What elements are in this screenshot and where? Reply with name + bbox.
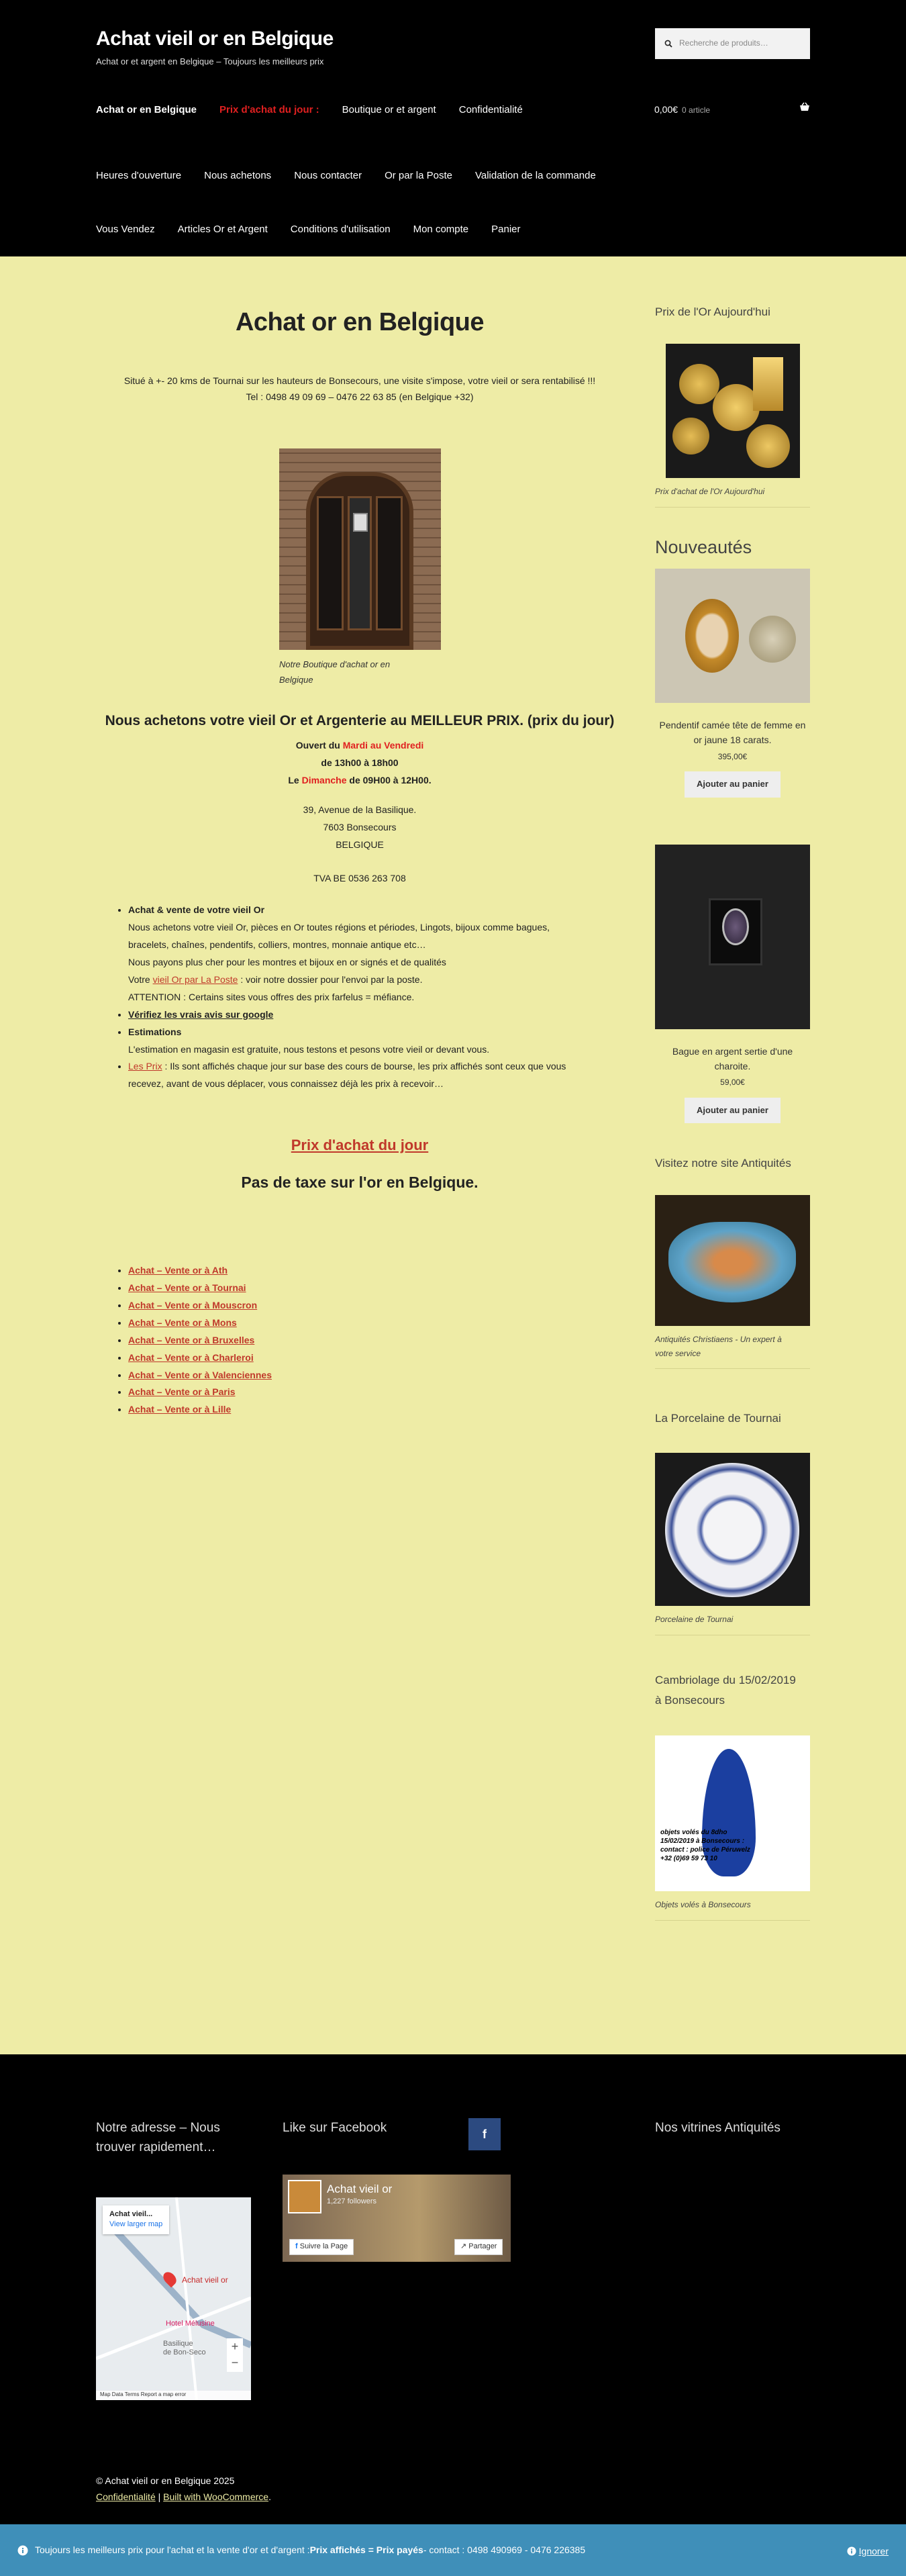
caption-line: Notre Boutique d'achat or en xyxy=(279,659,391,669)
list-item xyxy=(128,1006,623,1024)
city-link-bruxelles[interactable]: Achat – Vente or à Bruxelles xyxy=(128,1334,255,1345)
map-basilique-label xyxy=(163,2340,206,2357)
notice-bold: Prix affichés = Prix payés xyxy=(309,2544,423,2556)
title-line: à Bonsecours xyxy=(655,1693,725,1707)
product-name[interactable]: Pendentif camée tête de femme en or jaune 18 carats. xyxy=(659,719,806,746)
vieil-or-poste-link[interactable]: vieil Or par La Poste xyxy=(152,973,238,985)
bullet-text: Votre xyxy=(128,973,153,985)
list-item xyxy=(128,1280,623,1297)
map-pin-label: Achat vieil or xyxy=(182,2275,228,2285)
widget-title: La Porcelaine de Tournai xyxy=(655,1412,781,1425)
list-item xyxy=(128,1332,623,1349)
site-description: Achat or et argent en Belgique – Toujours les meilleurs prix xyxy=(96,56,324,66)
city-link-tournai[interactable]: Achat – Vente or à Tournai xyxy=(128,1282,246,1294)
shop-figure xyxy=(279,448,441,688)
city-list xyxy=(128,1262,623,1419)
notice-contact: - contact : 0498 490969 - 0476 226385 xyxy=(423,2544,586,2556)
city-link-paris[interactable]: Achat – Vente or à Paris xyxy=(128,1386,236,1398)
image-text: 15/02/2019 à Bonsecours : xyxy=(660,1838,745,1846)
cart-link[interactable] xyxy=(654,102,810,117)
bullet-text: Nous payons plus cher pour les montres et bijoux en or signés et de qualités xyxy=(128,957,446,968)
share-icon: ↗ xyxy=(460,2242,469,2250)
search-placeholder: Recherche de produits… xyxy=(679,38,768,48)
widget-caption: Objets volés à Bonsecours xyxy=(655,1900,751,1910)
store-notice xyxy=(0,2524,906,2576)
nav-heures[interactable]: Heures d'ouverture xyxy=(96,170,182,181)
nav-contact[interactable]: Nous contacter xyxy=(294,170,362,181)
info-icon xyxy=(17,2545,28,2556)
product-price: 59,00€ xyxy=(720,1078,745,1088)
search-input[interactable] xyxy=(655,28,810,59)
city-link-mouscron[interactable]: Achat – Vente or à Mouscron xyxy=(128,1299,258,1310)
widget-caption xyxy=(655,1333,810,1360)
map-footer: Map Data Terms Report a map error xyxy=(96,2391,251,2400)
bullet-title: Achat & vente de votre vieil Or xyxy=(128,904,265,916)
open-days: Mardi au Vendredi xyxy=(342,740,424,751)
follow-label: Suivre la Page xyxy=(299,2242,348,2250)
info-list xyxy=(128,902,623,1093)
nav-panier[interactable]: Panier xyxy=(491,224,521,235)
shop-caption xyxy=(279,657,441,688)
caption-line: Belgique xyxy=(279,675,313,685)
footer-title xyxy=(96,2118,220,2158)
title-line: Cambriolage du 15/02/2019 xyxy=(655,1673,796,1686)
address-line: BELGIQUE xyxy=(336,839,384,850)
address xyxy=(96,802,623,854)
tva: TVA BE 0536 263 708 xyxy=(313,872,406,884)
bullet-text: bracelets, chaînes, pendentifs, colliers, montres, monnaie antique etc… xyxy=(128,939,426,951)
search-icon xyxy=(664,40,672,48)
product-image-pendentif[interactable] xyxy=(655,569,810,703)
facebook-icon: f xyxy=(295,2242,300,2250)
bullet-text: L'estimation en magasin est gratuite, nous testons et pesons votre vieil or devant vous. xyxy=(128,1043,490,1055)
nav-prix-achat[interactable]: Prix d'achat du jour : xyxy=(219,104,319,115)
sidebar xyxy=(655,256,810,1921)
open-hours: de 13h00 à 18h00 xyxy=(321,757,399,769)
map-hotel-label: Hotel Mélusine xyxy=(166,2320,215,2328)
product-price: 395,00€ xyxy=(717,751,748,761)
map-zoom-controls[interactable]: + − xyxy=(227,2338,243,2372)
list-item xyxy=(128,1315,623,1332)
google-map[interactable] xyxy=(96,2197,251,2400)
bullet-text: : voir notre dossier pour l'envoi par la poste. xyxy=(238,973,423,985)
google-reviews-link[interactable]: Vérifiez les vrais avis sur google xyxy=(128,1008,274,1020)
product-name[interactable]: Bague en argent sertie d'une charoite. xyxy=(672,1045,793,1071)
bullet-text: Nous achetons votre vieil Or, pièces en Or toutes régions et périodes, Lingots, bijoux comme bagues, xyxy=(128,922,550,933)
intro xyxy=(96,373,623,406)
gold-coins-image[interactable] xyxy=(666,344,800,478)
widget-title: Visitez notre site Antiquités xyxy=(655,1157,791,1170)
antiques-image[interactable] xyxy=(655,1195,810,1326)
stolen-items-image[interactable] xyxy=(655,1735,810,1891)
nav-achat-or[interactable]: Achat or en Belgique xyxy=(96,104,197,115)
list-item xyxy=(128,1262,623,1280)
caption-line: Antiquités Christiaens - Un expert à xyxy=(655,1335,782,1345)
facebook-avatar xyxy=(288,2180,321,2213)
facebook-page-name[interactable]: Achat vieil or xyxy=(327,2183,393,2195)
footer-privacy-link[interactable]: Confidentialité xyxy=(96,2491,156,2502)
image-text: contact : police de Péruwelz xyxy=(660,1846,750,1854)
share-label: Partager xyxy=(468,2242,497,2250)
opening-hours xyxy=(96,737,623,790)
tertiary-nav xyxy=(96,222,521,238)
subtitle: Nous achetons votre vieil Or et Argenterie au MEILLEUR PRIX. (prix du jour) xyxy=(105,712,615,728)
nav-confidentialite[interactable]: Confidentialité xyxy=(458,104,523,115)
list-item xyxy=(128,1058,623,1093)
notice-text: Toujours les meilleurs prix pour l'achat et la vente d'or et d'argent : xyxy=(35,2544,310,2556)
map-label: de Bon-Seco xyxy=(163,2348,206,2357)
shop-photo[interactable] xyxy=(279,448,441,650)
info-icon xyxy=(847,2546,856,2556)
facebook-followers: 1,227 followers xyxy=(327,2197,376,2205)
city-link-mons[interactable]: Achat – Vente or à Mons xyxy=(128,1317,237,1328)
list-item xyxy=(128,1384,623,1401)
footer-woocommerce-link[interactable]: Built with WooCommerce xyxy=(163,2491,269,2502)
nav-mon-compte[interactable]: Mon compte xyxy=(413,224,469,235)
list-item xyxy=(128,1401,623,1419)
address-line: 7603 Bonsecours xyxy=(323,821,397,832)
widget-caption: Prix d'achat de l'Or Aujourd'hui xyxy=(655,487,765,497)
product-image-bague[interactable] xyxy=(655,845,810,1029)
map-label: Basilique xyxy=(163,2340,193,2348)
sunday: Dimanche xyxy=(301,774,347,785)
facebook-page-plugin[interactable] xyxy=(283,2175,511,2262)
list-item xyxy=(128,1024,623,1059)
bullet-text: recevez, avant de vous déplacer, vous connaissez déjà les prix à recevoir… xyxy=(128,1078,444,1090)
cart-total: 0,00€ xyxy=(654,104,678,115)
list-item xyxy=(128,1297,623,1315)
title-line: Notre adresse – Nous xyxy=(96,2121,220,2135)
copyright-text: © Achat vieil or en Belgique 2025 xyxy=(96,2475,235,2486)
tax-heading: Pas de taxe sur l'or en Belgique. xyxy=(241,1174,479,1192)
city-link-lille[interactable]: Achat – Vente or à Lille xyxy=(128,1404,232,1415)
map-larger-link[interactable]: View larger map xyxy=(109,2220,163,2229)
basket-icon xyxy=(799,102,810,111)
open-prefix: Ouvert du xyxy=(295,740,343,751)
footer-title: Nos vitrines Antiquités xyxy=(655,2121,781,2135)
nav-nous-achetons[interactable]: Nous achetons xyxy=(204,170,272,181)
secondary-nav xyxy=(96,168,596,184)
city-link-valenciennes[interactable]: Achat – Vente or à Valenciennes xyxy=(128,1369,272,1380)
image-text: objets volés du 8dho xyxy=(660,1829,727,1837)
nav-or-poste[interactable]: Or par la Poste xyxy=(385,170,452,181)
list-item xyxy=(128,902,623,1006)
copyright xyxy=(96,2473,271,2506)
widget-caption: Porcelaine de Tournai xyxy=(655,1615,734,1625)
ignore-label: Ignorer xyxy=(858,2546,889,2557)
porcelain-image[interactable] xyxy=(655,1453,810,1606)
separator: . xyxy=(268,2491,271,2502)
facebook-follow-button[interactable] xyxy=(289,2239,354,2255)
address-line: 39, Avenue de la Basilique. xyxy=(303,804,417,815)
price-of-day-link[interactable]: Prix d'achat du jour xyxy=(291,1137,429,1154)
nav-boutique[interactable]: Boutique or et argent xyxy=(342,104,436,115)
map-title: Achat vieil... xyxy=(109,2210,153,2218)
nav-conditions[interactable]: Conditions d'utilisation xyxy=(290,224,391,235)
separator: | xyxy=(155,2491,164,2502)
site-footer xyxy=(0,2054,906,2524)
facebook-share-button[interactable] xyxy=(454,2239,503,2255)
nav-vous-vendez[interactable]: Vous Vendez xyxy=(96,224,155,235)
intro-phone: Tel : 0498 49 09 69 – 0476 22 63 85 (en Belgique +32) xyxy=(246,391,474,403)
bullet-text: : Ils sont affichés chaque jour sur base des cours de bourse, les prix affichés sont ceux que vous xyxy=(162,1061,566,1072)
intro-line1: Situé à +- 20 kms de Tournai sur les hauteurs de Bonsecours, une visite s'impose, votre vieil or sera rentabilisé !!! xyxy=(123,375,596,386)
notice-dismiss[interactable] xyxy=(847,2544,889,2559)
list-item xyxy=(128,1367,623,1384)
facebook-icon[interactable]: f xyxy=(468,2118,501,2150)
nav-articles[interactable]: Articles Or et Argent xyxy=(177,224,268,235)
city-link-charleroi[interactable]: Achat – Vente or à Charleroi xyxy=(128,1351,254,1363)
les-prix-link[interactable]: Les Prix xyxy=(128,1061,162,1072)
bullet-text: ATTENTION : Certains sites vous offres des prix farfelus = méfiance. xyxy=(128,991,415,1002)
caption-line: votre service xyxy=(655,1348,701,1358)
title-line: trouver rapidement… xyxy=(96,2140,216,2155)
widget-title: Prix de l'Or Aujourd'hui xyxy=(655,305,770,318)
add-to-cart-button[interactable]: Ajouter au panier xyxy=(685,1098,781,1124)
primary-nav xyxy=(96,102,523,118)
add-to-cart-button[interactable]: Ajouter au panier xyxy=(685,771,781,798)
cart-count: 0 article xyxy=(682,105,711,115)
sunday-prefix: Le xyxy=(288,774,302,785)
widget-title xyxy=(655,1670,810,1711)
bullet-title: Estimations xyxy=(128,1026,182,1037)
city-link-ath[interactable]: Achat – Vente or à Ath xyxy=(128,1265,228,1276)
widget-title: Nouveautés xyxy=(655,536,752,557)
page-title: Achat or en Belgique xyxy=(235,308,485,336)
sunday-hours: de 09H00 à 12H00. xyxy=(346,774,432,785)
main-column xyxy=(96,256,623,1419)
footer-title: Like sur Facebook xyxy=(283,2121,387,2135)
map-card xyxy=(103,2205,169,2234)
site-header xyxy=(0,0,906,256)
site-title[interactable]: Achat vieil or en Belgique xyxy=(96,28,334,50)
nav-validation[interactable]: Validation de la commande xyxy=(474,170,596,181)
image-text: +32 (0)69 59 73 10 xyxy=(660,1855,717,1863)
list-item xyxy=(128,1349,623,1367)
